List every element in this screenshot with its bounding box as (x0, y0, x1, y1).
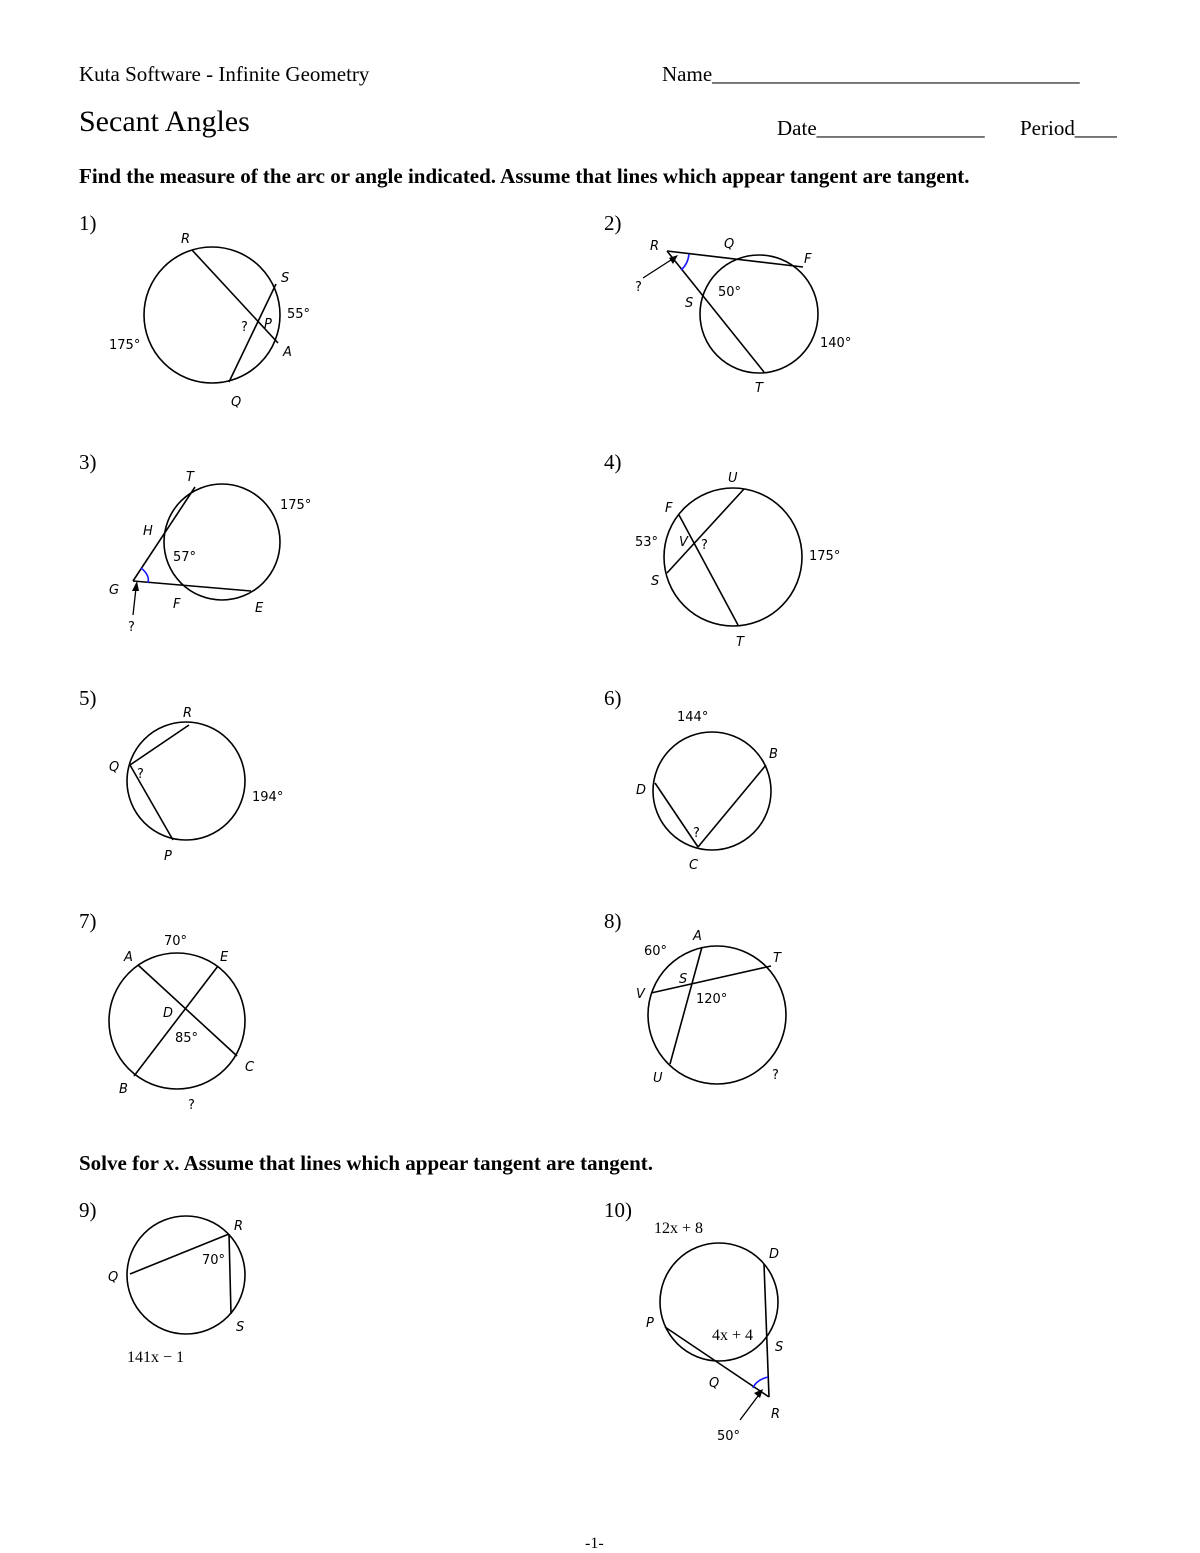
arc-measure: 50° (718, 285, 742, 300)
instructions-part2-var: x (163, 1151, 175, 1175)
problem-4-figure (635, 471, 840, 650)
label-d: D (769, 1247, 780, 1262)
page-number: -1- (585, 1535, 604, 1552)
unknown-mark: ? (701, 538, 708, 553)
label-a: A (283, 345, 292, 360)
label-s: S (651, 574, 660, 589)
problem-number: 5) (79, 686, 97, 710)
label-b: B (119, 1082, 128, 1097)
label-f: F (665, 501, 673, 516)
instructions-part2-suffix: . Assume that lines which appear tangent are tangent. (174, 1151, 654, 1175)
arc-measure: 85° (175, 1031, 199, 1046)
label-e: E (220, 950, 229, 965)
problem-number: 9) (79, 1198, 97, 1222)
circle (664, 488, 802, 626)
label-u: U (653, 1071, 663, 1086)
chord-eb (134, 966, 218, 1076)
arc-expression: 12x + 8 (654, 1220, 704, 1237)
label-p: P (264, 317, 272, 332)
arc-measure: 140° (820, 336, 852, 351)
label-q: Q (709, 1376, 720, 1391)
label-q: Q (109, 760, 120, 775)
label-f: F (804, 252, 812, 267)
label-v: V (636, 987, 645, 1002)
unknown-mark: ? (635, 280, 642, 295)
arc-measure: 57° (173, 550, 197, 565)
label-r: R (183, 706, 193, 721)
label-c: C (245, 1060, 255, 1075)
problem-6-figure (636, 710, 778, 873)
label-t: T (736, 635, 744, 650)
label-q: Q (231, 395, 242, 410)
page-title: Secant Angles (79, 105, 250, 138)
chord-us (667, 489, 744, 573)
pointer-arrow (740, 1396, 758, 1420)
label-b: B (769, 747, 778, 762)
arc-measure: 53° (635, 535, 659, 550)
label-h: H (143, 524, 153, 539)
problem-number: 3) (79, 450, 97, 474)
arc-measure: 60° (644, 944, 668, 959)
arc-measure: 175° (280, 498, 312, 513)
problem-number: 2) (604, 211, 622, 235)
label-s: S (281, 271, 290, 286)
angle-measure: 70° (202, 1253, 226, 1268)
label-e: E (255, 601, 264, 616)
unknown-mark: ? (137, 767, 144, 782)
unknown-mark: ? (772, 1068, 779, 1083)
angle-measure: 50° (717, 1429, 741, 1444)
label-v: V (679, 535, 688, 550)
circle (653, 732, 771, 850)
chord-bc (698, 765, 766, 847)
problem-1-figure (109, 232, 310, 410)
angle-mark (753, 1377, 768, 1388)
label-u: U (728, 471, 738, 486)
arrow-head (132, 581, 139, 591)
label-t: T (773, 951, 781, 966)
problem-8-figure (636, 929, 786, 1086)
unknown-mark: ? (693, 826, 700, 841)
label-d: D (636, 783, 647, 798)
arc-measure: 175° (109, 338, 141, 353)
unknown-mark: ? (128, 620, 135, 635)
label-t: T (186, 470, 194, 485)
instructions-part1: Find the measure of the arc or angle indicated. Assume that lines which appear tangent are tangent. (79, 164, 970, 188)
arc-measure: 55° (287, 307, 311, 322)
label-r: R (234, 1219, 244, 1234)
label-s: S (775, 1340, 784, 1355)
chord-vt (651, 966, 771, 993)
instructions-part2-prefix: Solve for (79, 1151, 164, 1175)
label-f: F (173, 597, 181, 612)
problem-number: 7) (79, 909, 97, 933)
label-a: A (693, 929, 702, 944)
label-t: T (755, 381, 763, 396)
problem-2-figure (635, 237, 851, 396)
label-r: R (181, 232, 191, 247)
unknown-mark: ? (188, 1098, 195, 1113)
problem-number: 8) (604, 909, 622, 933)
label-s: S (236, 1320, 245, 1335)
problem-number: 4) (604, 450, 622, 474)
arc-measure: 175° (809, 549, 841, 564)
date-field: Date________________ (777, 116, 985, 140)
label-q: Q (724, 237, 735, 252)
name-field: Name___________________________________ (662, 62, 1080, 86)
circle (127, 1216, 245, 1334)
label-p: P (646, 1316, 654, 1331)
angle-mark (141, 568, 148, 583)
unknown-mark: ? (241, 320, 248, 335)
label-c: C (689, 858, 699, 873)
problem-3-figure (109, 470, 311, 635)
label-s: S (685, 296, 694, 311)
label-g: G (109, 583, 120, 598)
label-r: R (650, 239, 660, 254)
problem-7-figure (109, 934, 255, 1113)
label-a: A (124, 950, 133, 965)
arc-expression: 141x − 1 (127, 1349, 185, 1366)
problem-number: 6) (604, 686, 622, 710)
chord-rs (229, 1234, 231, 1314)
arc-measure: 120° (696, 992, 728, 1007)
period-field: Period____ (1020, 116, 1117, 140)
problem-number: 1) (79, 211, 97, 235)
arc-measure: 70° (164, 934, 188, 949)
problem-10-figure (646, 1220, 783, 1444)
label-q: Q (108, 1270, 119, 1285)
problem-5-figure (109, 706, 283, 864)
angle-mark (681, 254, 689, 270)
label-s: S (679, 972, 688, 987)
arc-measure: 144° (677, 710, 709, 725)
secant-ge (133, 581, 251, 591)
pointer-arrow (133, 588, 136, 615)
arc-measure: 194° (252, 790, 284, 805)
circle (127, 722, 245, 840)
label-p: P (164, 849, 172, 864)
label-d: D (163, 1006, 174, 1021)
arc-expression: 4x + 4 (712, 1327, 754, 1344)
circle (164, 484, 280, 600)
problem-number: 10) (604, 1198, 632, 1222)
pointer-arrow (643, 258, 674, 278)
label-r: R (771, 1407, 781, 1422)
problem-9-figure (108, 1216, 245, 1366)
circle (144, 247, 280, 383)
software-title: Kuta Software - Infinite Geometry (79, 62, 370, 86)
